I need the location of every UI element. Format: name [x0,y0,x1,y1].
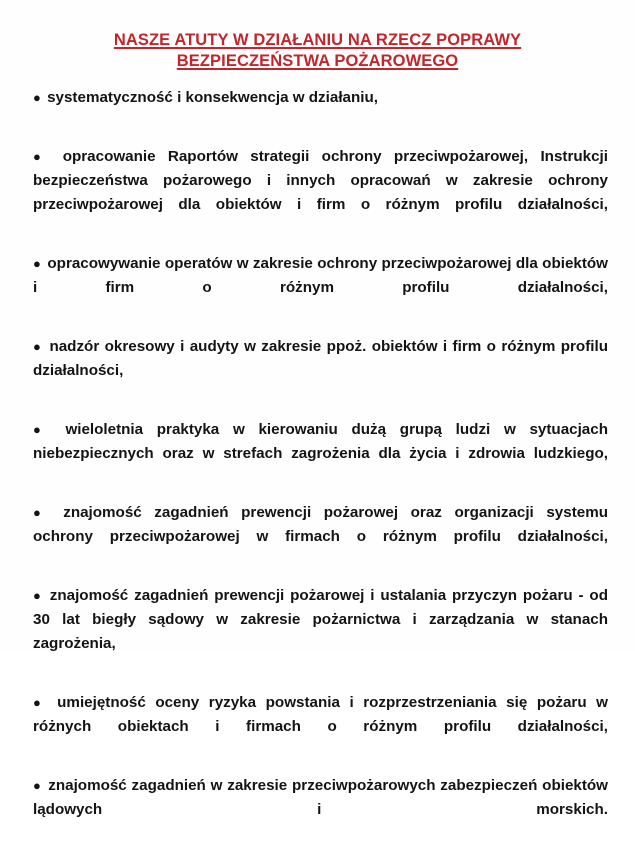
bullet-icon: ● [33,422,50,437]
list-item [33,501,608,573]
bullet-icon: ● [33,505,49,520]
list-item-text: nadzór okresowy i audyty w zakresie ppoż. obiektów i firm o różnym profilu działalności, [33,338,608,379]
list-item-text: umiejętność oceny ryzyka powstania i rozprzestrzeniania się pożaru w różnych obiektach i firmach o różnym profilu działalności, [33,694,608,735]
list-item-text: znajomość zagadnień prewencji pożarowej oraz organizacji systemu ochrony przeciwpożarowej w firmach o różnym profilu działalności, [33,504,608,545]
bullet-icon: ● [33,339,43,354]
list-item-text: opracowywanie operatów w zakresie ochrony przeciwpożarowej dla obiektów i firm o różnym profilu działalności, [33,255,608,296]
list-item [33,418,608,490]
bullet-icon: ● [33,90,41,105]
bullet-icon: ● [33,778,42,793]
bullet-icon: ● [33,588,42,603]
page-title-line-2: BEZPIECZEŃSTWA POŻAROWEGO [176,52,459,70]
list-item [33,86,608,134]
list-item [33,691,608,763]
list-item-text: opracowanie Raportów strategii ochrony przeciwpożarowej, Instrukcji bezpieczeństwa pożarowego i innych opracowań w zakresie ochrony przeciwpożarowej dla obiektów i firm o różnym profilu działalności, [33,148,608,213]
list-item-text: wieloletnia praktyka w kierowaniu dużą grupą ludzi w sytuacjach niebezpiecznych oraz w strefach zagrożenia dla życia i zdrowia ludzkiego, [33,421,608,462]
bullet-icon: ● [33,256,42,271]
list-item [33,335,608,407]
advantages-list [0,72,635,846]
list-item [33,584,608,680]
bullet-icon: ● [33,149,49,164]
list-item-text: znajomość zagadnień w zakresie przeciwpożarowych zabezpieczeń obiektów lądowych i morskich. [33,777,608,818]
bullet-icon: ● [33,695,46,710]
page-title [0,0,635,72]
list-item-text: znajomość zagadnień prewencji pożarowej i ustalania przyczyn pożaru - od 30 lat biegły sądowy w zakresie pożarnictwa i zarządzania w stanach zagrożenia, [33,587,608,652]
list-item [33,145,608,241]
list-item [33,252,608,324]
list-item-text: systematyczność i konsekwencja w działaniu, [47,89,378,106]
page-title-line-1: NASZE ATUTY W DZIAŁANIU NA RZECZ POPRAWY [113,31,522,49]
list-item [33,774,608,846]
